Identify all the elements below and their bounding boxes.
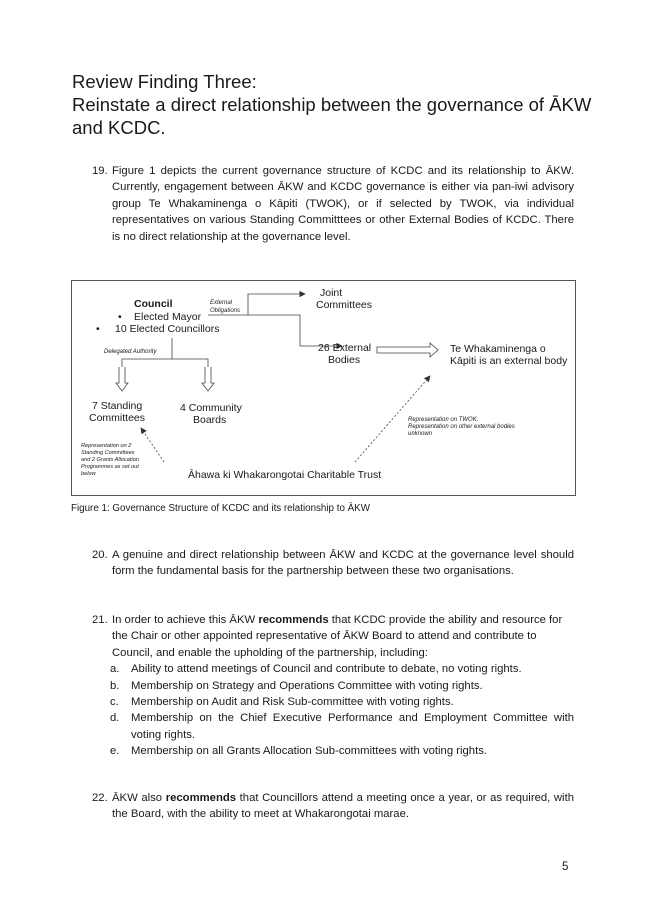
twok-label-2: Kāpiti is an external body	[450, 355, 568, 367]
list-letter: c.	[110, 696, 119, 709]
dashed-arrow-left	[141, 428, 164, 462]
list-item	[92, 710, 574, 743]
joint-label-2: Committees	[316, 299, 373, 311]
list-text: Ability to attend meetings of Council and contribute to debate, no voting rights.	[131, 663, 522, 676]
rep-twok-3: unknown	[408, 431, 433, 437]
text-pre: ĀKW also	[112, 792, 166, 804]
standing-label-2: Committees	[89, 412, 146, 424]
external-bodies-1: 26 External	[318, 342, 372, 354]
list-item	[92, 678, 574, 694]
rep-left-4: Programmes as set out	[81, 464, 139, 470]
standing-label-1: 7 Standing	[92, 400, 143, 412]
paragraph-number: 19.	[92, 165, 108, 177]
delegated-label: Delegated Authority	[104, 349, 157, 355]
rep-left-1: Representation on 2	[81, 443, 132, 449]
recommends-bold: recommends	[165, 792, 237, 804]
council-label: Council	[134, 298, 173, 310]
paragraph-text: Figure 1 depicts the current governance structure of KCDC and its relationship to ĀKW. Currently, engagement between ĀKW and KCDC governance is either via pan-iwi advisory group Te Whakaminenga o Kāpiti (TWOK), or if selected by TWOK, via individual representatives on various Standing Committtees or other External Bodies of KCDC. There is no direct relationship at the governance level.	[112, 165, 574, 243]
list-item	[92, 661, 574, 677]
paragraph-number: 20.	[92, 549, 108, 561]
paragraph-text: A genuine and direct relationship between ĀKW and KCDC at the governance level should form the fundamental basis for the partnership between these two organisations.	[112, 549, 574, 578]
list-text: Membership on all Grants Allocation Sub-committees with voting rights.	[131, 745, 488, 758]
page-number: 5	[562, 861, 569, 873]
arrow-to-standing	[116, 367, 128, 391]
external-obligations-2: Obligations	[210, 308, 241, 314]
rep-twok-2: Representation on other external bodies	[408, 424, 515, 430]
list-letter: e.	[110, 745, 120, 758]
paragraph-21	[92, 612, 574, 760]
recommendation-list	[92, 661, 574, 759]
external-bodies-2: Bodies	[328, 354, 361, 366]
delegation-line-right	[172, 359, 208, 382]
councillors-label: 10 Elected Councillors	[115, 323, 220, 335]
paragraph-text	[112, 612, 574, 661]
list-text: Membership on the Chief Executive Performance and Employment Committee with voting rights.	[131, 712, 574, 741]
community-label-2: Boards	[193, 414, 227, 426]
list-text: Membership on Audit and Risk Sub-committee with voting rights.	[131, 696, 454, 709]
heading-line-2: Reinstate a direct relationship between the governance of ĀKW	[72, 94, 592, 115]
list-letter: b.	[110, 679, 120, 692]
twok-label-1: Te Whakaminenga o	[450, 343, 546, 355]
paragraph-19	[92, 163, 574, 245]
rep-twok-1: Representation on TWOK.	[408, 417, 479, 423]
arrow-to-twok	[377, 343, 438, 357]
arrow-to-community	[202, 367, 214, 391]
paragraph-20	[92, 547, 574, 580]
trust-label: Āhawa ki Whakarongotai Charitable Trust	[188, 469, 382, 481]
rep-left-3: and 2 Grants Allocation	[81, 457, 139, 463]
section-heading	[72, 70, 592, 139]
governance-diagram	[72, 281, 575, 495]
list-text: Membership on Strategy and Operations Committee with voting rights.	[131, 679, 483, 692]
mayor-label: Elected Mayor	[134, 311, 202, 323]
heading-line-1: Review Finding Three:	[72, 71, 257, 92]
text-post: that KCDC provide the ability and resource for the Chair or other appointed representative of ĀKW Board to attend and contribute to Council, and enable the upholding of the partnership, including:	[112, 614, 563, 659]
external-obligations-1: External	[210, 300, 233, 306]
text-post: that Councillors attend a meeting once a year, or as required, with the Board, with the ability to meet at Whakarongotai marae.	[112, 792, 574, 821]
rep-left-5: below	[81, 471, 96, 477]
joint-label-1: Joint	[320, 287, 343, 299]
paragraph-22	[92, 790, 574, 823]
bullet-2: •	[96, 323, 100, 335]
list-letter: a.	[110, 663, 120, 676]
community-label-1: 4 Community	[180, 402, 242, 414]
paragraph-text	[112, 790, 574, 823]
figure-caption: Figure 1: Governance Structure of KCDC and its relationship to ĀKW	[71, 503, 370, 514]
heading-line-3: and KCDC.	[72, 117, 166, 138]
paragraph-number: 21.	[92, 614, 108, 626]
list-letter: d.	[110, 712, 120, 725]
list-item	[92, 743, 574, 759]
bullet-1: •	[118, 311, 122, 323]
text-pre: In order to achieve this ĀKW	[112, 614, 259, 626]
paragraph-number: 22.	[92, 792, 108, 804]
governance-figure	[71, 280, 576, 496]
delegation-line-left	[122, 338, 172, 382]
recommends-bold: recommends	[258, 614, 329, 626]
list-item	[92, 694, 574, 710]
rep-left-2: Standing Committees	[81, 450, 135, 456]
